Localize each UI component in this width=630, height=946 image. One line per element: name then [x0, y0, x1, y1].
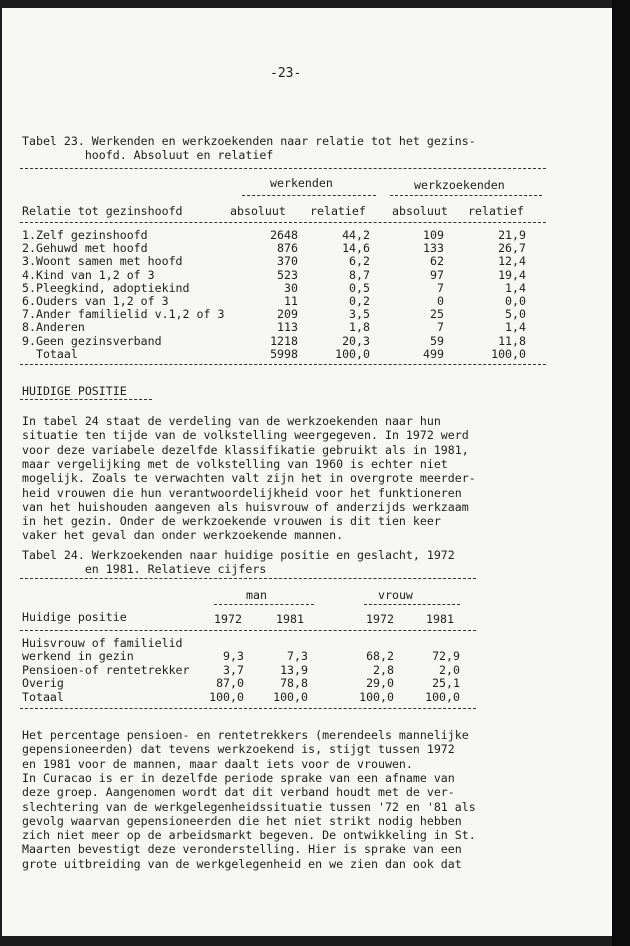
table23-row-label: 3.Woont samen met hoofd: [22, 254, 183, 269]
table23-cell: 370: [277, 254, 298, 269]
paragraph-line: maar vergelijking met de volkstelling van 1960 is echter niet: [22, 456, 448, 471]
paragraph-line: in het gezin. Onder de werkzoekende vrouwen is dit tien keer: [22, 514, 441, 529]
table23-row-label: 2.Gehuwd met hoofd: [22, 241, 148, 256]
paragraph-line: grote uitbreiding van de werkgelegenheid en we zien dan ook dat: [22, 856, 462, 871]
table24-row-label: werkend in gezin: [22, 649, 134, 664]
table23-cell: 11: [284, 294, 298, 308]
table24-cell: 2,8: [373, 662, 394, 677]
table23-top-rule: [20, 168, 546, 169]
scan-edge: [612, 0, 630, 946]
paragraph-line: Het percentage pensioen- en rentetrekkers (merendeels mannelijke: [22, 728, 469, 742]
paragraph-line: vaker het geval dan onder werkzoekende mannen.: [22, 528, 344, 543]
table23-cell: 2648: [270, 228, 298, 242]
table23-header-rule: [20, 222, 546, 223]
table23-row-label: 4.Kind van 1,2 of 3: [22, 267, 155, 282]
table23-cell: 5,0: [505, 307, 526, 322]
table23-cell: 26,7: [498, 241, 526, 256]
table23-cell: 100,0: [335, 346, 370, 361]
table24-caption-line1: Tabel 24. Werkzoekenden naar huidige positie en geslacht, 1972: [22, 548, 455, 562]
table23-cell: 1,4: [505, 280, 526, 295]
table24-cell: 13,9: [280, 662, 308, 677]
table23-row-label: Totaal: [22, 346, 78, 361]
table23-cell: 30: [284, 280, 298, 295]
table24-cell: 68,2: [366, 649, 394, 664]
table24-row-label: Huisvrouw of familielid: [22, 636, 183, 650]
table23-cell: 59: [430, 333, 444, 348]
table23-cell: 14,6: [342, 241, 370, 256]
table23-row-label: 8.Anderen: [22, 320, 85, 335]
paragraph-line: en 1981 voor de mannen, maar daalt iets voor de vrouwen.: [22, 756, 413, 771]
table23-cell: 25: [430, 307, 444, 322]
table23-cell: 0: [437, 294, 444, 308]
page-number: -23-: [270, 66, 302, 81]
table23-cell: 44,2: [342, 228, 370, 242]
table23-cell: 6,2: [349, 254, 370, 269]
table24-group-rule-1: [214, 604, 314, 605]
table23-cell: 11,8: [498, 333, 526, 348]
table23-cell: 7: [437, 280, 444, 295]
table23-cell: 21,9: [498, 228, 526, 242]
table24-col-header-4: 1981: [426, 612, 454, 626]
table23-cell: 109: [423, 228, 444, 242]
table24-top-rule: [20, 578, 476, 579]
table24-cell: 7,3: [287, 649, 308, 664]
table23-cell: 62: [430, 254, 444, 269]
table24-group-rule-2: [364, 604, 460, 605]
table23-cell: 97: [430, 267, 444, 282]
table23-cell: 0,5: [349, 280, 370, 295]
table24-cell: 3,7: [223, 662, 244, 677]
paragraph-line: heid vrouwen die hun verantwoordelijkheid voor het funktioneren: [22, 485, 462, 500]
paragraph-line: gevolg waarvan gepensioneerden die het niet strikt nodig hebben: [22, 813, 462, 828]
table23-group-rule-2: [390, 195, 542, 196]
paragraph-line: voor deze variabele dezelfde klassifikatie gebruikt als in 1981,: [22, 442, 469, 457]
table23-cell: 1,8: [349, 320, 370, 335]
table24-cell: 100,0: [425, 689, 460, 704]
paragraph-line: Maarten bevestigt deze veronderstelling. Hier is sprake van een: [22, 842, 462, 857]
table24-row-header: Huidige positie: [22, 610, 127, 624]
table24-row-label: Overig: [22, 676, 64, 691]
paragraph-line: deze groep. Aangenomen wordt dat dit verband houdt met de ver-: [22, 785, 455, 800]
paragraph-line: zich niet meer op de arbeidsmarkt begeven. De ontwikkeling in St.: [22, 828, 476, 843]
paragraph-line: slechtering van de werkgelegenheidssituatie tussen '72 en '81 als: [22, 799, 476, 814]
table24-cell: 78,8: [280, 676, 308, 691]
table24-cell: 2,0: [439, 662, 460, 677]
table23-cell: 7: [437, 320, 444, 335]
table24-cell: 87,0: [216, 676, 244, 691]
table24-row-label: Pensioen-of rentetrekker: [22, 662, 190, 677]
table23-row-header: Relatie tot gezinshoofd: [22, 204, 183, 218]
table23-row-label: 9.Geen gezinsverband: [22, 333, 162, 348]
table23-cell: 0,2: [349, 294, 370, 308]
table23-row-label: 5.Pleegkind, adoptiekind: [22, 280, 190, 295]
table23-cell: 113: [277, 320, 298, 335]
table24-cell: 100,0: [359, 689, 394, 704]
table23-cell: 1,4: [505, 320, 526, 335]
table24-cell: 9,3: [223, 649, 244, 664]
table24-col-header-2: 1981: [276, 612, 304, 626]
table24-cell: 25,1: [432, 676, 460, 691]
table23-cell: 499: [423, 346, 444, 361]
table24-bottom-rule: [20, 708, 476, 709]
document-page: [2, 8, 612, 936]
table23-cell: 3,5: [349, 307, 370, 322]
table24-cell: 72,9: [432, 649, 460, 664]
table24-caption-line2: en 1981. Relatieve cijfers: [22, 562, 267, 576]
table23-cell: 19,4: [498, 267, 526, 282]
section-heading: HUIDIGE POSITIE: [22, 384, 127, 398]
table23-cell: 5998: [270, 346, 298, 361]
table24-cell: 100,0: [209, 689, 244, 704]
table24-cell: 100,0: [273, 689, 308, 704]
table23-cell: 133: [423, 241, 444, 256]
table23-cell: 523: [277, 267, 298, 282]
table24-col-header-1: 1972: [214, 612, 242, 626]
table23-cell: 876: [277, 241, 298, 256]
paragraph-line: gepensioneerden) dat tevens werkzoekend is, stijgt tussen 1972: [22, 742, 455, 757]
table23-group-header-werkzoekenden: werkzoekenden: [414, 178, 505, 192]
table23-group-rule-1: [242, 195, 376, 196]
table23-caption-line2: hoofd. Absoluut en relatief: [22, 148, 274, 162]
table23-cell: 8,7: [349, 267, 370, 282]
paragraph-line: situatie ten tijde van de volkstelling weergegeven. In 1972 werd: [22, 428, 469, 443]
table23-row-label: 1.Zelf gezinshoofd: [22, 228, 148, 242]
table23-row-label: 7.Ander familielid v.1,2 of 3: [22, 307, 225, 322]
table24-header-rule: [20, 630, 476, 631]
table23-cell: 20,3: [342, 333, 370, 348]
table23-group-header-werkenden: werkenden: [270, 176, 333, 190]
table23-cell: 1218: [270, 333, 298, 348]
table23-cell: 209: [277, 307, 298, 322]
table24-group-header-man: man: [246, 588, 267, 602]
table23-col-header-3: absoluut: [392, 204, 448, 218]
section-heading-underline: [20, 399, 152, 400]
paragraph-line: mogelijk. Zoals te verwachten valt zijn het in overgrote meerder-: [22, 471, 476, 486]
table24-group-header-vrouw: vrouw: [378, 588, 413, 602]
table23-col-header-1: absoluut: [230, 204, 286, 218]
table23-cell: 0,0: [505, 294, 526, 308]
table23-col-header-2: relatief: [310, 204, 366, 218]
table23-caption-line1: Tabel 23. Werkenden en werkzoekenden naar relatie tot het gezins-: [22, 134, 476, 148]
table23-cell: 100,0: [491, 346, 526, 361]
table23-cell: 12,4: [498, 254, 526, 269]
table23-col-header-4: relatief: [468, 204, 524, 218]
table24-col-header-3: 1972: [366, 612, 394, 626]
table23-bottom-rule: [20, 364, 546, 365]
paragraph-line: van het huishouden aangeven als huisvrouw of anderzijds werkzaam: [22, 499, 469, 514]
table24-row-label: Totaal: [22, 689, 64, 704]
paragraph-line: In Curacao is er in dezelfde periode sprake van een afname van: [22, 770, 455, 785]
paragraph-line: In tabel 24 staat de verdeling van de werkzoekenden naar hun: [22, 414, 441, 428]
table23-row-label: 6.Ouders van 1,2 of 3: [22, 294, 169, 308]
table24-cell: 29,0: [366, 676, 394, 691]
